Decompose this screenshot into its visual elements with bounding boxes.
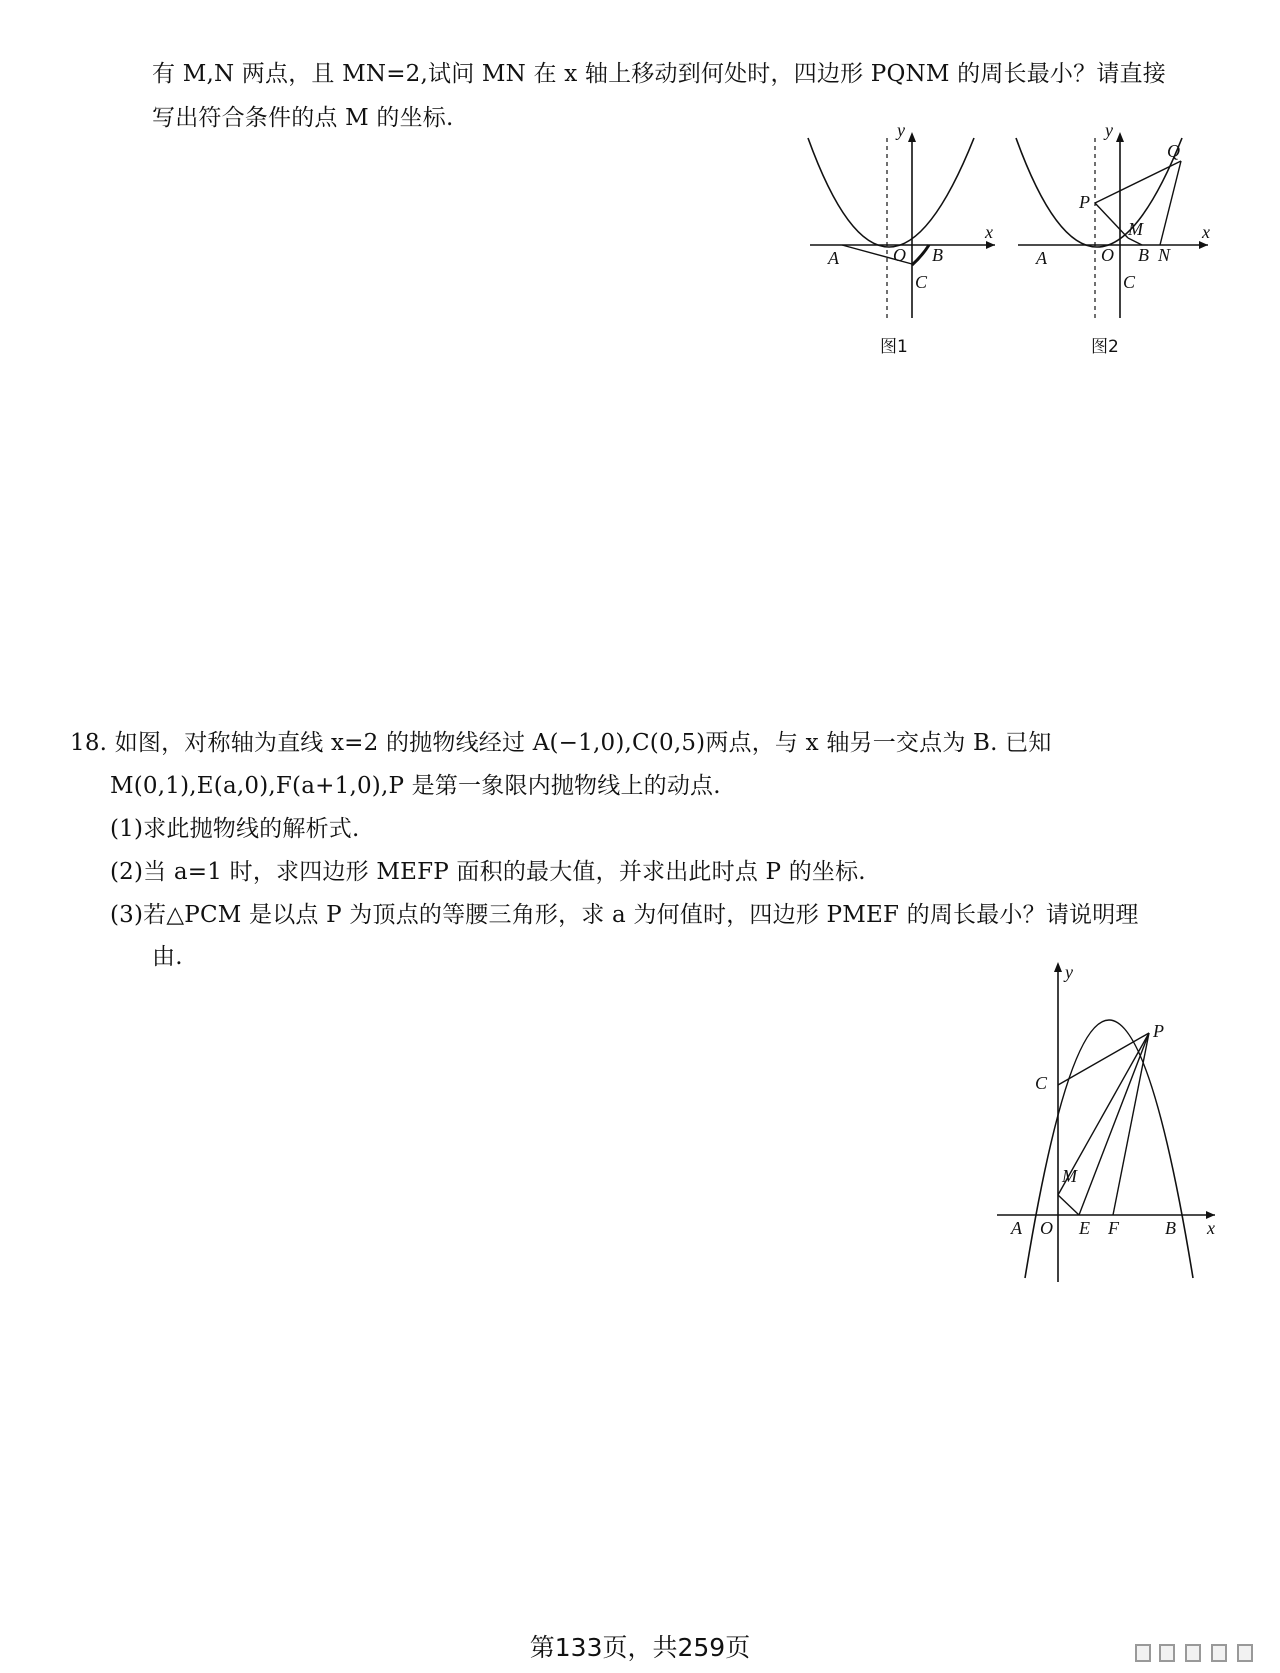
fig3-label-O: O: [1040, 1218, 1053, 1238]
fig2-label-y: y: [1105, 120, 1113, 140]
fig3-label-B: B: [1165, 1218, 1176, 1238]
fig3-label-A: A: [1011, 1218, 1022, 1238]
figure2-graph: [1008, 120, 1218, 328]
fig1-label-A: A: [828, 248, 839, 268]
fig2-label-A: A: [1036, 248, 1047, 268]
menu-icon[interactable]: [1237, 1644, 1253, 1662]
figure1-caption: 图1: [880, 337, 908, 357]
fig2-label-N: N: [1158, 245, 1171, 265]
page-number-footer: 第133页，共259页: [529, 1633, 751, 1662]
fig2-label-P: P: [1079, 192, 1090, 212]
fig1-label-O: O: [893, 245, 906, 265]
prev-page-icon[interactable]: [1135, 1644, 1151, 1662]
fig3-label-E: E: [1079, 1218, 1090, 1238]
fig1-label-C: C: [915, 272, 928, 292]
problem18-stem-line1: 18. 如图，对称轴为直线 x=2 的抛物线经过 A(−1,0),C(0,5)两点，与 x 轴另一交点为 B. 已知: [70, 730, 1052, 756]
fit-page-icon[interactable]: [1185, 1644, 1201, 1662]
problem18-q1: (1)求此抛物线的解析式.: [110, 816, 360, 842]
fig2-label-Q: Q: [1167, 141, 1180, 161]
fig1-label-x: x: [985, 222, 993, 242]
fig2-label-M: M: [1128, 219, 1143, 239]
problem18-q3-line2: 由.: [152, 944, 183, 970]
fig3-label-y: y: [1065, 962, 1073, 982]
fig1-label-y: y: [897, 120, 905, 140]
figure1-graph: [800, 120, 1000, 328]
problem18-q3-line1: (3)若△PCM 是以点 P 为顶点的等腰三角形，求 a 为何值时，四边形 PMEF 的周长最小？请说明理: [110, 902, 1139, 928]
zoom-icon[interactable]: [1211, 1644, 1227, 1662]
fig1-label-B: B: [932, 245, 943, 265]
fig3-label-M: M: [1062, 1166, 1077, 1186]
next-page-icon[interactable]: [1159, 1644, 1175, 1662]
problem17-line2: 写出符合条件的点 M 的坐标.: [152, 105, 454, 131]
figure3-graph: [995, 960, 1225, 1280]
fig3-label-F: F: [1108, 1218, 1119, 1238]
fig3-label-C: C: [1035, 1073, 1048, 1093]
fig2-label-B: B: [1138, 245, 1149, 265]
fig3-label-x: x: [1207, 1218, 1215, 1238]
problem18-stem-line2: M(0,1),E(a,0),F(a+1,0),P 是第一象限内抛物线上的动点.: [110, 773, 721, 799]
figure2-caption: 图2: [1091, 337, 1119, 357]
fig2-label-C: C: [1123, 272, 1136, 292]
problem18-q2: (2)当 a=1 时，求四边形 MEFP 面积的最大值，并求出此时点 P 的坐标.: [110, 859, 866, 885]
fig2-label-x: x: [1202, 222, 1210, 242]
fig2-label-O: O: [1101, 245, 1114, 265]
problem17-line1: 有 M,N 两点，且 MN=2,试问 MN 在 x 轴上移动到何处时，四边形 PQNM 的周长最小？请直接: [152, 61, 1166, 87]
fig3-label-P: P: [1153, 1021, 1164, 1041]
